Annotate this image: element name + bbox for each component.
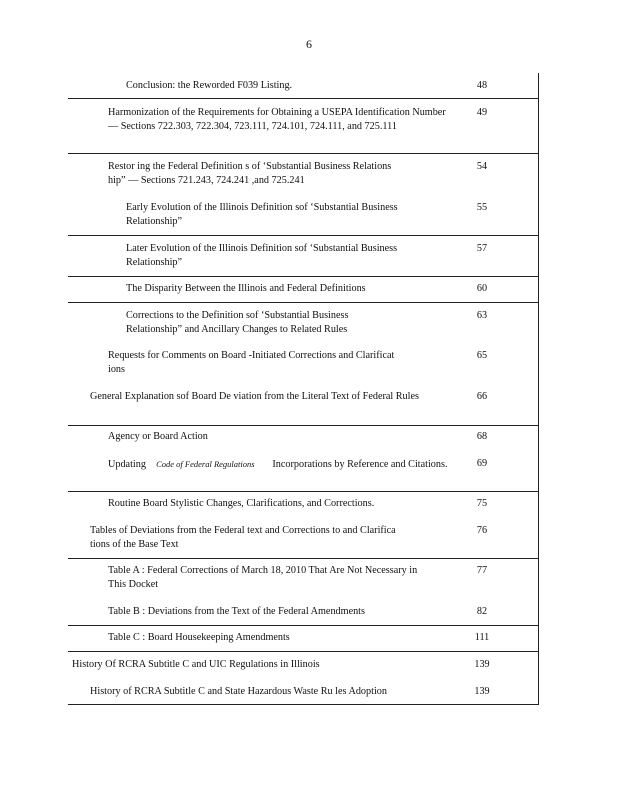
toc-entry-title: Tables of Deviations from the Federal text and Corrections to and Clarifica tions of the Base Text — [90, 525, 396, 550]
toc-entry-title: Requests for Comments on Board -Initiated Corrections and Clarificat ions — [108, 350, 395, 375]
toc-entry-title — [108, 457, 458, 472]
toc-entry-page: 68 — [476, 431, 488, 442]
toc-entry-page: 60 — [476, 283, 488, 294]
toc-entry-title: History Of RCRA Subtitle C and UIC Regulations in Illinois — [72, 659, 320, 670]
toc-entry-page: 76 — [476, 525, 488, 536]
toc-entry-page: 66 — [476, 391, 488, 402]
toc-entry-page: 139 — [474, 686, 490, 697]
toc-entry-page: 69 — [476, 458, 488, 469]
toc-entry-page: 57 — [476, 243, 488, 254]
divider — [68, 558, 538, 559]
toc-entry-title: Table C : Board Housekeeping Amendments — [108, 632, 290, 643]
toc-entry-title: Corrections to the Definition sof ‘Substantial Business Relationship” and Ancillary Changes to Related Rules — [126, 310, 349, 335]
toc-text-before: Updating — [108, 459, 146, 470]
divider — [68, 235, 538, 236]
toc-entry-page: 139 — [474, 659, 490, 670]
toc-entry-page: 49 — [476, 107, 488, 118]
toc-text-italic: Code of Federal Regulations — [156, 459, 255, 469]
toc-entry-page: 75 — [476, 498, 488, 509]
divider — [68, 625, 538, 626]
divider — [68, 153, 538, 154]
toc-entry-title: Restor ing the Federal Definition s of ‘Substantial Business Relations hip” — Sections 721.243, 724.241 ,and 725.241 — [108, 161, 392, 186]
toc-entry-page: 54 — [476, 161, 488, 172]
divider — [68, 651, 538, 652]
page-number: 6 — [306, 37, 312, 51]
divider — [68, 425, 538, 426]
divider — [68, 491, 538, 492]
toc-entry-page: 77 — [476, 565, 488, 576]
toc-entry-page: 111 — [474, 632, 490, 643]
toc-entry-title: Table B : Deviations from the Text of the Federal Amendments — [108, 606, 365, 617]
toc-text-after: Incorporations by Reference and Citations. — [272, 459, 448, 470]
toc-entry-title: Agency or Board Action — [108, 431, 208, 442]
toc-entry-title: The Disparity Between the Illinois and Federal Definitions — [126, 283, 366, 294]
toc-entry-page: 63 — [476, 310, 488, 321]
toc-entry-page: 48 — [476, 80, 488, 91]
divider — [68, 704, 539, 705]
toc-entry-page: 82 — [476, 606, 488, 617]
right-border — [538, 73, 539, 705]
toc-entry-title: Later Evolution of the Illinois Definition sof ‘Substantial Business Relationship” — [126, 243, 398, 268]
toc-entry-title: Table A : Federal Corrections of March 18, 2010 That Are Not Necessary in This Docket — [108, 565, 418, 590]
toc-entry-title: General Explanation sof Board De viation from the Literal Text of Federal Rules — [90, 391, 419, 402]
toc-entry-page: 65 — [476, 350, 488, 361]
divider — [68, 98, 538, 99]
toc-entry-title: Conclusion: the Reworded F039 Listing. — [126, 80, 293, 91]
toc-entry-title: Early Evolution of the Illinois Definition sof ‘Substantial Business Relationship” — [126, 202, 398, 227]
toc-entry-title: Routine Board Stylistic Changes, Clarifications, and Corrections. — [108, 498, 375, 509]
divider — [68, 302, 538, 303]
toc-entry-title: Harmonization of the Requirements for Obtaining a USEPA Identification Number — Sections 722.303, 722.304, 723.111, 724.101, 724.111, and 725.111 — [108, 107, 446, 132]
divider — [68, 276, 538, 277]
toc-entry-page: 55 — [476, 202, 488, 213]
toc-entry-title: History of RCRA Subtitle C and State Hazardous Waste Ru les Adoption — [90, 686, 387, 697]
